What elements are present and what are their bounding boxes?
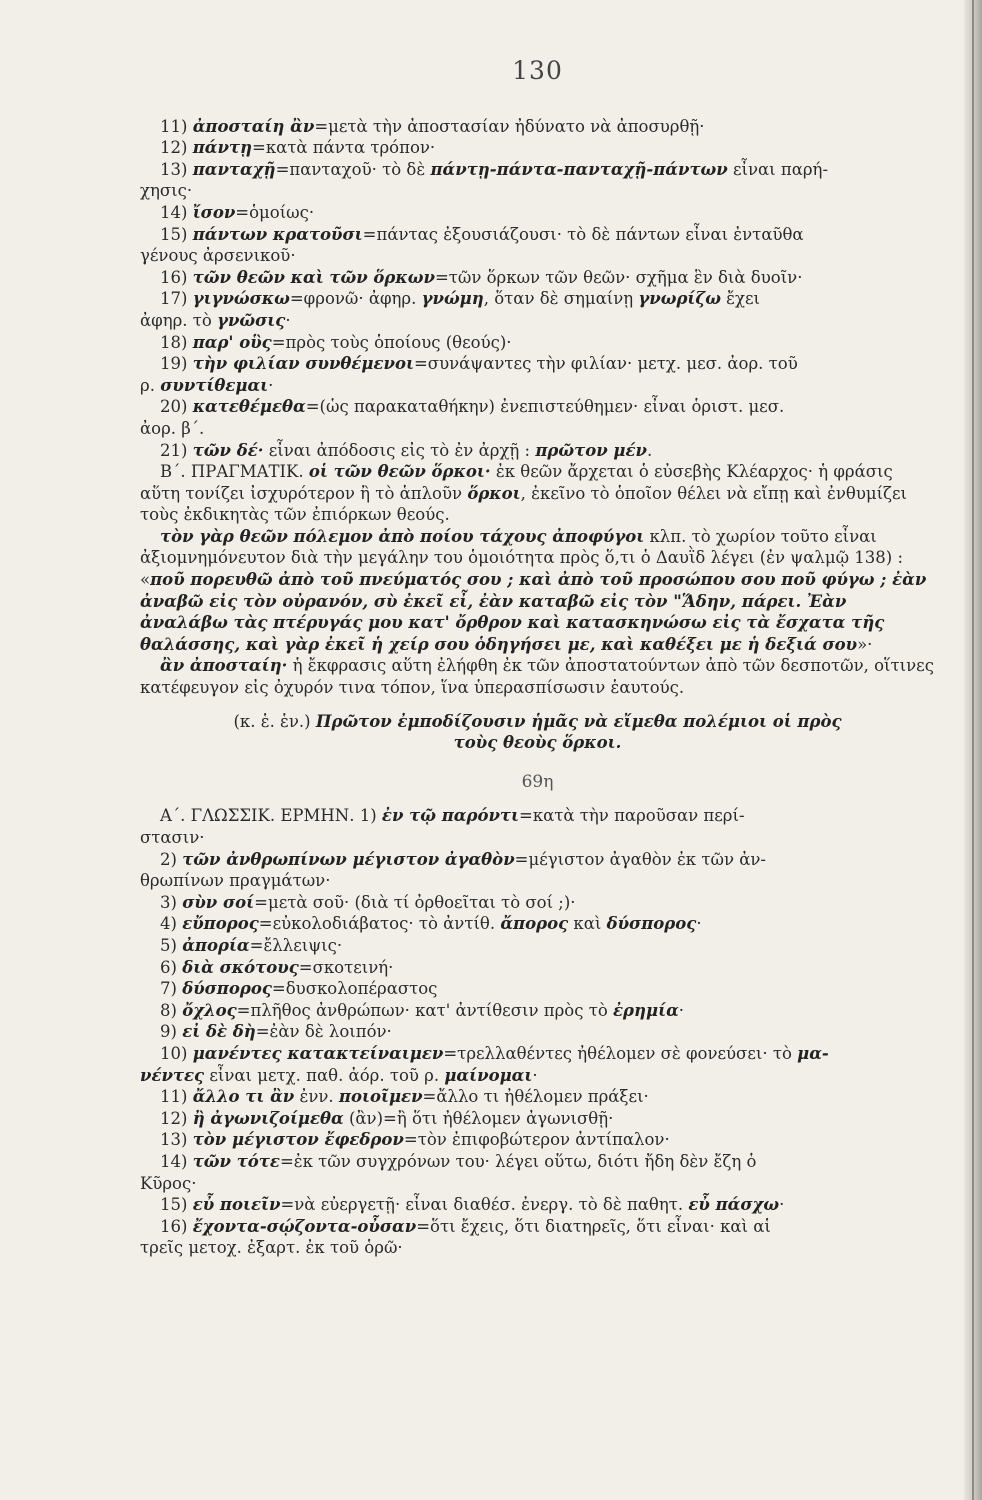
section-number: 69η: [521, 771, 554, 792]
greek-term: γνώμη: [421, 289, 484, 309]
greek-term: κατεθέμεθα: [192, 397, 306, 417]
text-run: ἡ ἔκφρασις αὕτη ἐλήφθη ἐκ τῶν ἀποστατούντων ἀπὸ τῶν δεσποτῶν, οἵτινες κατέφευγον εἰς ὀχυρόν τινα τόπον, ἵνα ὑπερασπίσωσιν ἑαυτούς.: [140, 656, 934, 698]
page-number: 130: [512, 56, 563, 85]
note-line: [140, 310, 935, 332]
text-run: ἐκ θεῶν ἄρχεται ὁ εὐσεβὴς Κλέαρχος· ἡ φράσις αὕτη τονίζει ἰσχυρότερον ἢ τὸ ἁπλοῦν: [140, 462, 893, 503]
text-run: ·: [678, 1000, 685, 1020]
note-line: [140, 1043, 935, 1065]
text-run: γένους ἀρσενικοῦ·: [140, 246, 296, 266]
greek-term: ποιοῖμεν: [338, 1087, 423, 1107]
greek-term: γνῶσις: [217, 310, 286, 330]
pragmatik-paragraph-3: [140, 655, 935, 698]
greek-term: πάντῃ-πάντα-πανταχῇ-πάντων: [430, 159, 728, 179]
note-line: [140, 245, 935, 267]
note-line: [140, 913, 935, 935]
greek-term: εὖ πάσχω: [688, 1195, 780, 1215]
greek-term: τῶν τότε: [192, 1151, 280, 1171]
greek-term: συντίθεμαι: [160, 375, 269, 395]
greek-term: μανέντες κατακτείναιμεν: [192, 1043, 444, 1063]
text-run: =ὁμοίως·: [235, 202, 315, 222]
greek-term: ἴσον: [192, 202, 236, 222]
greek-term: ἐν τῷ παρόντι: [381, 806, 519, 826]
text-run: =κατὰ πάντα τρόπον·: [252, 138, 436, 158]
note-line: [140, 224, 935, 246]
text-run: ·: [779, 1195, 785, 1215]
note-number: 6): [160, 957, 183, 977]
text-run: =ὅτι ἔχεις, ὅτι διατηρεῖς, ὅτι εἶναι· καὶ αἱ: [416, 1216, 771, 1236]
note-line: [140, 1129, 935, 1151]
greek-term: ὄχλος: [182, 1000, 237, 1020]
text-run: =μέγιστον ἀγαθὸν ἐκ τῶν ἀν-: [514, 849, 766, 869]
note-number: 7): [160, 979, 183, 999]
text-run: 1): [354, 806, 382, 826]
greek-term: εὖ ποιεῖν: [192, 1195, 281, 1215]
note-line: [140, 440, 935, 462]
greek-term: τοὺς θεοὺς ὅρκοι.: [453, 733, 622, 753]
glossik-first-line: [140, 805, 935, 827]
note-number: 13): [160, 1130, 193, 1150]
note-line: [140, 1216, 935, 1238]
text-run: κλπ. τὸ χωρίον τοῦτο εἶναι ἀξιομνημόνευτον διὰ τὴν μεγάλην του ὁμοιότητα πρὸς ὅ,τι ὁ Δαυῒδ λέγει (ἐν ψαλμῷ 138) : «: [140, 526, 904, 590]
note-number: 16): [160, 267, 193, 287]
greek-term: δύσπορος: [182, 979, 272, 999]
text-run: =τῶν ὅρκων τῶν θεῶν· σχῆμα ἓν διὰ δυοῖν·: [434, 267, 803, 287]
glossik-heading: Α΄. ΓΛΩΣΣΙΚ. ΕΡΜΗΝ.: [160, 806, 355, 826]
greek-term: ἂν ἀποσταίη·: [160, 656, 288, 676]
note-number: 14): [160, 202, 193, 222]
note-number: 19): [160, 354, 193, 374]
greek-term: οἱ τῶν θεῶν ὅρκοι·: [308, 462, 491, 482]
note-line: [140, 159, 935, 181]
note-number: 8): [160, 1000, 183, 1020]
text-run: =πρὸς τοὺς ὁποίους (θεούς)·: [271, 332, 512, 352]
greek-term: νέντες: [140, 1065, 205, 1085]
text-run: =πλῆθος ἀνθρώπων· κατ' ἀντίθεσιν πρὸς τὸ: [236, 1000, 614, 1020]
text-run: , ὅταν δὲ σημαίνῃ: [483, 289, 639, 309]
text-run: =συνάψαντες τὴν φιλίαν· μετχ. μεσ. ἀορ. τοῦ: [413, 354, 798, 374]
text-run: ·: [268, 375, 274, 395]
greek-term: τὸν γὰρ θεῶν πόλεμον ἀπὸ ποίου τάχους ἀποφύγοι: [160, 526, 645, 546]
greek-term: πάντων κρατοῦσι: [192, 224, 363, 244]
note-number: 11): [160, 1087, 193, 1107]
note-line: [140, 870, 935, 892]
note-line: [140, 1194, 935, 1216]
greek-term: ἢ ἀγωνιζοίμεθα: [192, 1108, 344, 1128]
note-line: [140, 288, 935, 310]
note-line: [140, 1086, 935, 1108]
note-line: [140, 1021, 935, 1043]
greek-term: παρ' οὓς: [192, 332, 272, 352]
text-run: εἶναι μετχ. παθ. ἀόρ. τοῦ ρ.: [204, 1065, 445, 1085]
text-run: =ἔλλειψις·: [249, 935, 343, 955]
page-content: [140, 56, 935, 1259]
text-run: »·: [857, 634, 873, 654]
greek-term: γνωρίζω: [638, 289, 721, 309]
text-run: ἀφηρ. τὸ: [140, 310, 218, 330]
greek-term: πανταχῇ: [192, 159, 276, 179]
note-line: [140, 396, 935, 418]
note-line: [140, 1237, 935, 1259]
pragmatik-paragraph-1: [140, 461, 935, 526]
note-number: 2): [160, 849, 183, 869]
note-line: [140, 1000, 935, 1022]
greek-term: Πρῶτον ἐμποδίζουσιν ἡμᾶς νὰ εἴμεθα πολέμιοι οἱ πρὸς: [315, 711, 842, 731]
note-line: [140, 332, 935, 354]
greek-term: τὴν φιλίαν συνθέμενοι: [192, 354, 414, 374]
text-run: =μετὰ τὴν ἀποστασίαν ἠδύνατο νὰ ἀποσυρθῇ·: [314, 116, 705, 136]
note-number: 17): [160, 289, 193, 309]
text-run: .: [646, 440, 653, 460]
text-run: ·: [696, 914, 702, 934]
book-spine-line: [972, 0, 974, 1500]
glossik-section: [140, 805, 935, 1258]
greek-term: ὅρκοι: [467, 483, 521, 503]
text-run: ἀορ. β΄.: [140, 418, 205, 438]
note-number: 9): [160, 1022, 183, 1042]
pragmatik-heading: Β΄. ΠΡΑΓΜΑΤΙΚ.: [160, 462, 309, 482]
greek-term: πρῶτον μέν: [535, 440, 647, 460]
note-number: 15): [160, 224, 193, 244]
greek-term: δύσπορος: [606, 914, 697, 934]
text-run: =ἄλλο τι ἠθέλομεν πράξει·: [422, 1087, 649, 1107]
text-run: , ἐκεῖνο τὸ ὁποῖον θέλει νὰ εἴπῃ καὶ ἐνθυμίζει τοὺς ἐκδικητὰς τῶν ἐπιόρκων θεούς.: [140, 483, 908, 525]
text-run: τρεῖς μετοχ. ἐξαρτ. ἐκ τοῦ ὁρῶ·: [140, 1238, 403, 1258]
text-run: θρωπίνων πραγμάτων·: [140, 871, 331, 891]
note-line: [140, 116, 935, 138]
text-run: =πανταχοῦ· τὸ δὲ: [275, 159, 431, 179]
greek-term: ἄπορος: [500, 914, 569, 934]
text-run: =τρελλαθέντες ἠθέλομεν σὲ φονεύσει· τὸ: [443, 1043, 798, 1063]
text-run: ἐνν.: [294, 1087, 339, 1107]
note-line: [140, 202, 935, 224]
greek-term: εὔπορος: [182, 914, 259, 934]
note-line: [140, 418, 935, 440]
greek-term: γιγνώσκω: [192, 289, 290, 309]
glossik-first-cont: [140, 827, 935, 849]
text-run: εἶναι παρή-: [727, 159, 829, 179]
note-number: 14): [160, 1151, 193, 1171]
greek-term: σὺν σοί: [182, 892, 255, 912]
note-line: [140, 375, 935, 397]
text-run: =κατὰ τὴν παροῦσαν περί-: [519, 806, 745, 826]
note-line: [140, 353, 935, 375]
note-number: 11): [160, 116, 193, 136]
greek-term: ἔχοντα-σῴζοντα-οὖσαν: [192, 1216, 417, 1236]
note-number: 10): [160, 1043, 193, 1063]
note-number: 4): [160, 914, 183, 934]
text-run: χησις·: [140, 181, 193, 201]
text-run: ·: [285, 310, 291, 330]
text-run: =δυσκολοπέραστος: [271, 979, 438, 999]
note-line: [140, 957, 935, 979]
text-run: ·: [532, 1065, 538, 1085]
text-run: ἔχει: [720, 289, 761, 309]
text-run: =εὐκολοδιάβατος· τὸ ἀντίθ.: [258, 914, 501, 934]
pragmatik-section: [140, 461, 935, 754]
text-run: =ἐὰν δὲ λοιπόν·: [255, 1022, 392, 1042]
text-run: ρ.: [140, 375, 161, 395]
text-run: (ἂν)=ἢ ὅτι ἠθέλομεν ἀγωνισθῇ·: [343, 1108, 614, 1128]
greek-term: διὰ σκότους: [182, 957, 299, 977]
note-line: [140, 267, 935, 289]
note-line: [140, 137, 935, 159]
greek-term: τὸν μέγιστον ἔφεδρον: [192, 1130, 404, 1150]
notes-list-1: [140, 116, 935, 462]
text-run: =νὰ εὐεργετῇ· εἶναι διαθέσ. ἐνεργ. τὸ δὲ παθητ.: [280, 1195, 689, 1215]
text-run: =φρονῶ· ἀφηρ.: [289, 289, 422, 309]
greek-term: εἰ δὲ δὴ: [182, 1022, 256, 1042]
note-number: 15): [160, 1195, 193, 1215]
greek-term: τῶν ἀνθρωπίνων μέγιστον ἀγαθὸν: [182, 849, 515, 869]
greek-term: τῶν δέ·: [192, 440, 264, 460]
greek-term: πάντῃ: [192, 138, 253, 158]
note-line: [140, 180, 935, 202]
text-run: =(ὡς παρακαταθήκην) ἐνεπιστεύθημεν· εἶναι ὁριστ. μεσ.: [305, 397, 785, 417]
greek-term: ποῦ πορευθῶ ἀπὸ τοῦ πνεύματός σου ; καὶ ἀπὸ τοῦ προσώπου σου ποῦ φύγω ; ἐὰν ἀναβῶ εἰς τὸν οὐρανόν, σὺ ἐκεῖ εἶ, ἐὰν καταβῶ εἰς τὸν "Ἅδην, πάρει. Ἐὰν ἀναλάβω τὰς πτέρυγάς μου κατ' ὄρθρον καὶ κατασκηνώσω εἰς τὰ ἔσχατα τῆς θαλάσσης, καὶ γὰρ ἐκεῖ ἡ χείρ σου ὁδηγήσει με, καὶ καθέξει με ἡ δεξιά σου: [140, 570, 927, 654]
note-number: 20): [160, 397, 193, 417]
text-run: =τὸν ἐπιφοβώτερον ἀντίπαλον·: [403, 1130, 670, 1150]
greek-term: ἐρημία: [613, 1000, 679, 1020]
pragmatik-note: [140, 711, 935, 733]
note-line: [140, 892, 935, 914]
text-run: =μετὰ σοῦ· (διὰ τί ὀρθοεῖται τὸ σοί ;)·: [254, 892, 576, 912]
note-number: 18): [160, 332, 193, 352]
note-line: [140, 1173, 935, 1195]
note-line: [140, 1151, 935, 1173]
text-run: στασιν·: [140, 828, 205, 847]
greek-term: ἀπορία: [182, 935, 250, 955]
pragmatik-note-cont: [140, 732, 935, 754]
greek-term: τῶν θεῶν καὶ τῶν ὅρκων: [192, 267, 435, 287]
note-line: [140, 978, 935, 1000]
pragmatik-paragraph-2: [140, 526, 935, 656]
note-number: 21): [160, 440, 193, 460]
text-run: Κῦρος·: [140, 1173, 197, 1193]
note-number: 5): [160, 935, 183, 955]
note-number: 12): [160, 1108, 193, 1128]
text-run: εἶναι ἀπόδοσις εἰς τὸ ἐν ἀρχῇ :: [263, 440, 536, 460]
text-run: =πάντας ἐξουσιάζουσι· τὸ δὲ πάντων εἶναι ἐνταῦθα: [362, 224, 804, 244]
text-run: καὶ: [568, 914, 607, 934]
note-number: 13): [160, 159, 193, 179]
text-run: =σκοτεινή·: [298, 957, 394, 977]
note-line: [140, 935, 935, 957]
text-run: (κ. ἑ. ἑν.): [233, 711, 316, 731]
greek-term: ἄλλο τι ἂν: [192, 1087, 295, 1107]
greek-term: ἀποσταίη ἂν: [192, 116, 315, 136]
note-line: [140, 849, 935, 871]
note-line: [140, 1108, 935, 1130]
greek-term: μα-: [797, 1043, 829, 1063]
note-line: [140, 1065, 935, 1087]
note-number: 12): [160, 138, 193, 158]
greek-term: μαίνομαι: [444, 1065, 533, 1085]
note-number: 3): [160, 892, 183, 912]
text-run: =ἐκ τῶν συγχρόνων του· λέγει οὕτω, διότι ἤδη δὲν ἔζη ὁ: [279, 1151, 757, 1171]
note-number: 16): [160, 1216, 193, 1236]
